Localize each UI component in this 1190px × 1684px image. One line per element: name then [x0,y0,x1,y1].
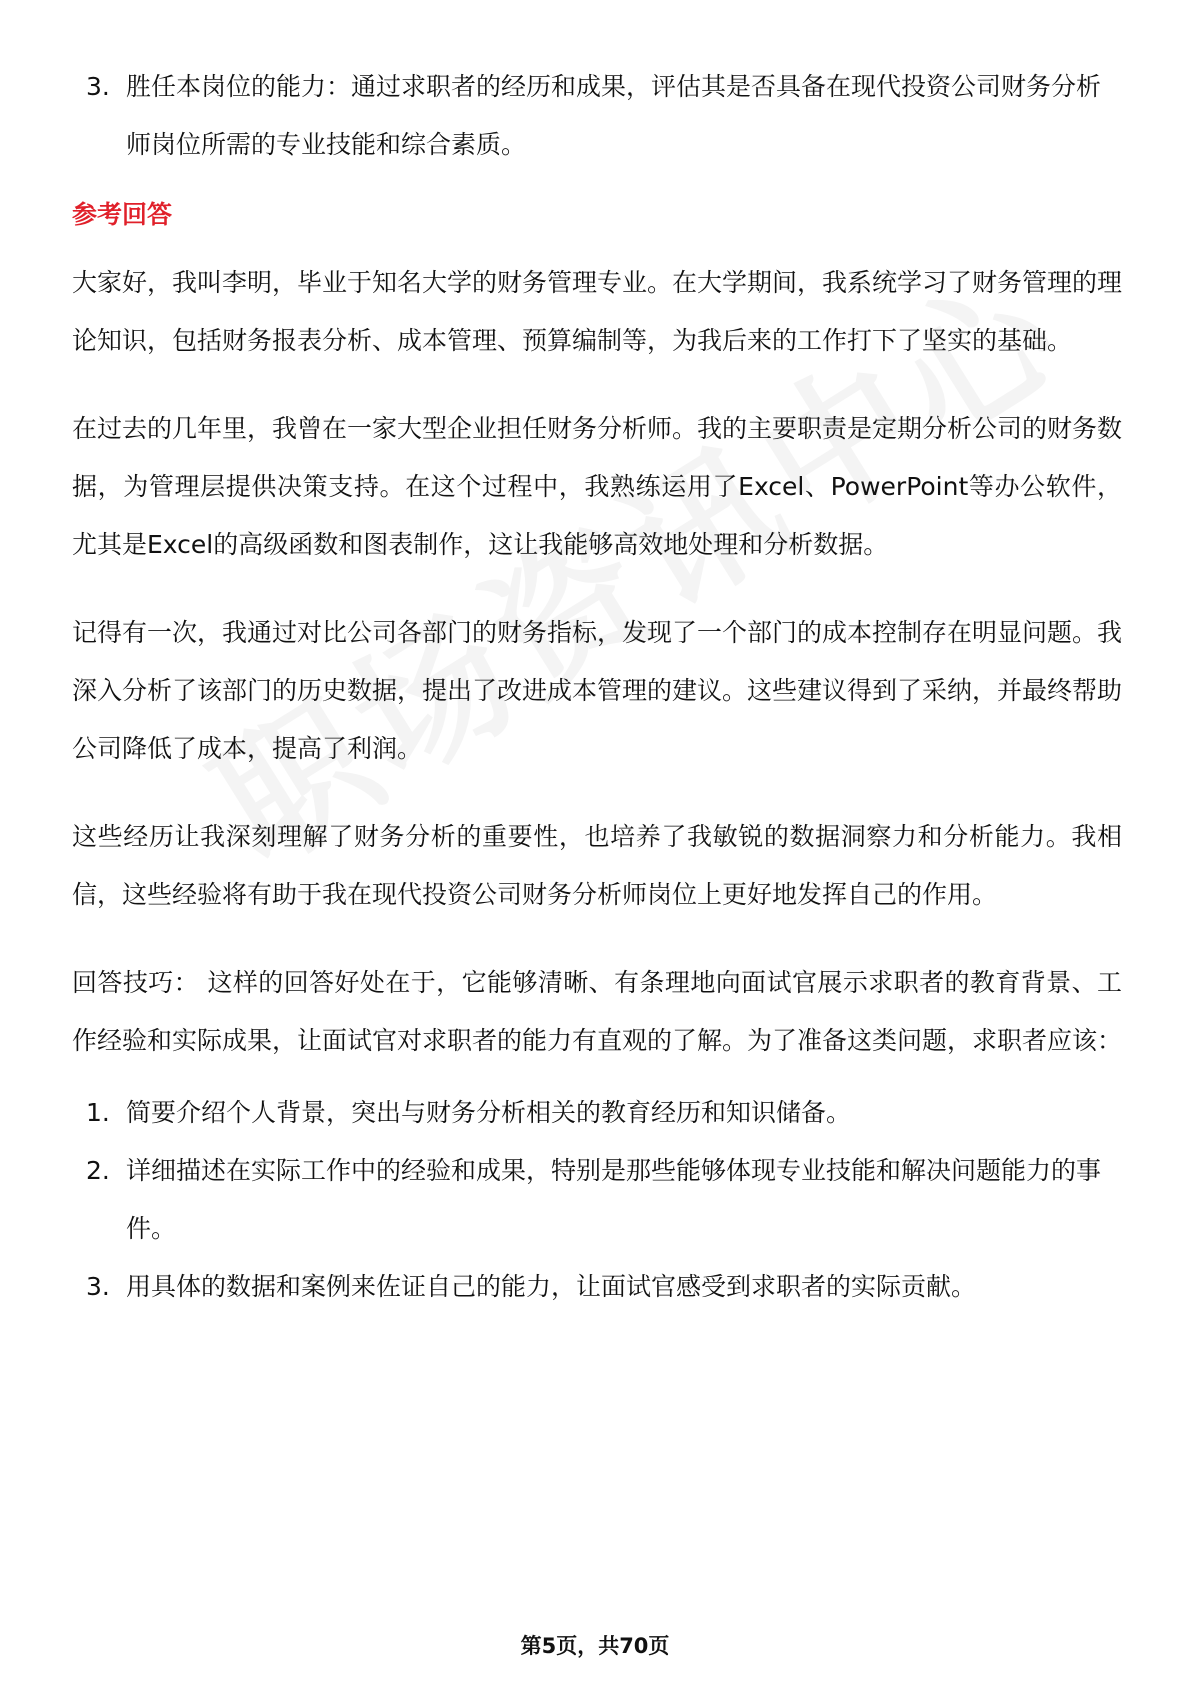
page-content [72,58,1122,1316]
list-item [72,1142,1122,1258]
list-item-number: 3. [86,72,110,101]
list-item-text: 简要介绍个人背景，突出与财务分析相关的教育经历和知识储备。 [126,1098,852,1127]
answer-paragraph-3: 记得有一次，我通过对比公司各部门的财务指标，发现了一个部门的成本控制存在明显问题。我深入分析了该部门的历史数据，提出了改进成本管理的建议。这些建议得到了采纳，并最终帮助公司降低了成本，提高了利润。 [72,618,1123,763]
list-item-text: 详细描述在实际工作中的经验和成果，特别是那些能够体现专业技能和解决问题能力的事件。 [126,1156,1102,1243]
tips-list [72,1084,1122,1316]
list-item-text: 胜任本岗位的能力：通过求职者的经历和成果，评估其是否具备在现代投资公司财务分析师岗位所需的专业技能和综合素质。 [126,72,1102,159]
section-heading: 参考回答 [72,200,173,229]
tips-intro-paragraph: 回答技巧： 这样的回答好处在于，它能够清晰、有条理地向面试官展示求职者的教育背景、工作经验和实际成果，让面试官对求职者的能力有直观的了解。为了准备这类问题，求职者应该： [72,968,1123,1055]
list-item-number: 1. [86,1098,110,1127]
list-item [72,58,1122,174]
criteria-list [72,58,1122,174]
answer-paragraph-2: 在过去的几年里，我曾在一家大型企业担任财务分析师。我的主要职责是定期分析公司的财务数据，为管理层提供决策支持。在这个过程中，我熟练运用了Excel、PowerPoint等办公软件，尤其是Excel的高级函数和图表制作，这让我能够高效地处理和分析数据。 [72,414,1123,559]
page-number-footer: 第5页，共70页 [520,1634,670,1658]
list-item-number: 3. [86,1272,110,1301]
answer-paragraph-1: 大家好，我叫李明，毕业于知名大学的财务管理专业。在大学期间，我系统学习了财务管理的理论知识，包括财务报表分析、成本管理、预算编制等，为我后来的工作打下了坚实的基础。 [72,268,1123,355]
list-item-text: 用具体的数据和案例来佐证自己的能力，让面试官感受到求职者的实际贡献。 [126,1272,977,1301]
list-item [72,1084,1122,1142]
answer-paragraph-4: 这些经历让我深刻理解了财务分析的重要性，也培养了我敏锐的数据洞察力和分析能力。我相信，这些经验将有助于我在现代投资公司财务分析师岗位上更好地发挥自己的作用。 [72,822,1122,909]
list-item-number: 2. [86,1156,110,1185]
list-item [72,1258,1122,1316]
